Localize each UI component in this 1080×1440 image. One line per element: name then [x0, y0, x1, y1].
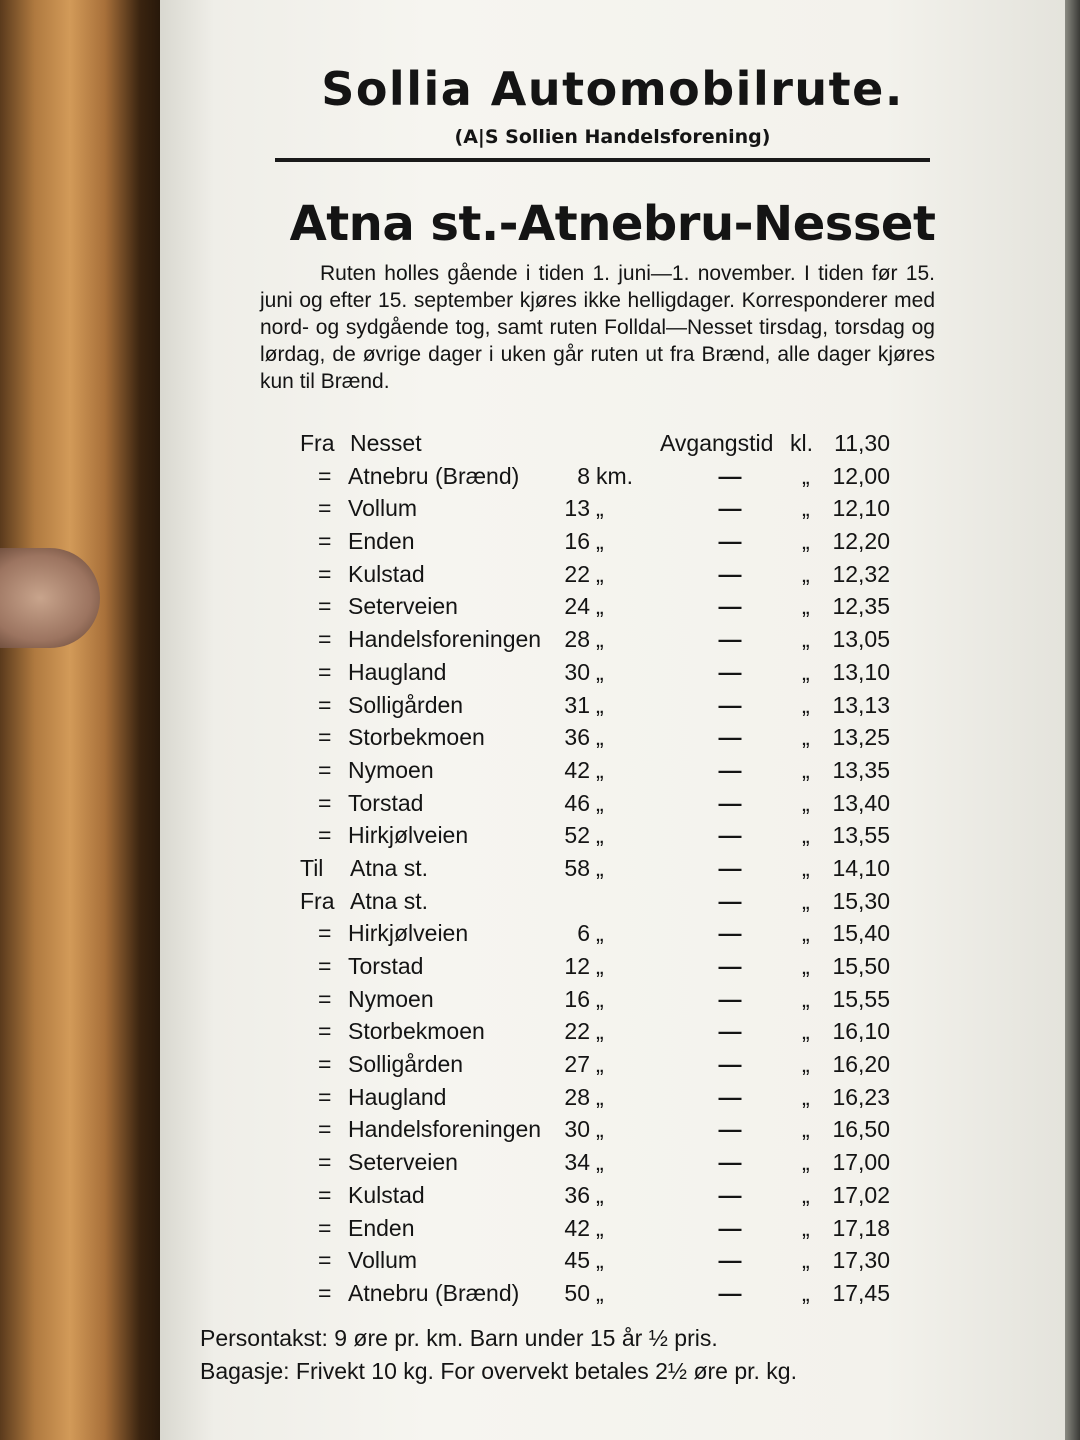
divider-rule — [275, 158, 930, 162]
ditto-mark: „ — [802, 920, 810, 947]
timetable-header-row — [300, 430, 920, 463]
stop-name: Handelsforeningen — [348, 1116, 542, 1143]
baggage-fare: Bagasje: Frivekt 10 kg. For overvekt betales 2½ øre pr. kg. — [200, 1358, 797, 1384]
distance-unit: „ — [596, 1051, 604, 1078]
departure-time: 17,18 — [832, 1214, 890, 1241]
ditto-mark: = — [318, 1083, 332, 1110]
arrival-row — [300, 855, 920, 888]
departure-time: 16,50 — [832, 1116, 890, 1143]
timetable-row — [300, 692, 920, 725]
dash: — — [718, 1279, 742, 1306]
distance-unit: „ — [596, 953, 604, 979]
distance: 28 — [564, 1083, 590, 1110]
departure-time: 16,23 — [832, 1083, 890, 1110]
departure-time: 11,30 — [834, 430, 890, 456]
ditto-mark: „ — [802, 1214, 810, 1241]
distance-unit: „ — [596, 920, 604, 947]
timetable-row — [300, 1084, 920, 1117]
timetable-row — [300, 1116, 920, 1149]
dash: — — [718, 528, 742, 555]
ditto-mark: = — [318, 822, 332, 849]
ditto-mark: „ — [802, 724, 810, 751]
distance-unit: „ — [596, 495, 604, 522]
ditto-mark: „ — [802, 822, 810, 849]
stop-name: Seterveien — [348, 1149, 458, 1176]
departure-time: 16,20 — [832, 1051, 890, 1078]
timetable-row — [300, 757, 920, 790]
ditto-mark: = — [318, 985, 332, 1012]
timetable-row — [300, 626, 920, 659]
timetable-row — [300, 593, 920, 626]
ditto-mark: = — [318, 691, 332, 718]
distance: 24 — [564, 593, 590, 620]
distance: 58 — [564, 854, 590, 881]
stop-name: Enden — [348, 1214, 415, 1241]
stop-name: Torstad — [348, 789, 424, 816]
distance: 30 — [564, 1116, 590, 1143]
stop-name: Haugland — [348, 658, 447, 685]
ditto-mark: = — [318, 658, 332, 685]
distance-unit: „ — [596, 1116, 604, 1143]
timetable-row — [300, 986, 920, 1019]
dash: — — [718, 789, 742, 816]
ditto-mark: „ — [802, 528, 810, 555]
ditto-mark: „ — [802, 1018, 810, 1045]
ditto-mark: „ — [802, 953, 810, 979]
stop-name: Haugland — [348, 1083, 447, 1110]
departure-time: 12,10 — [832, 495, 890, 522]
stop-name: Torstad — [348, 953, 424, 979]
distance-unit: „ — [596, 1214, 604, 1241]
stop-name: Solligården — [348, 1051, 464, 1078]
timetable-document — [160, 0, 1065, 1440]
distance-unit: „ — [596, 1149, 604, 1176]
ditto-mark: = — [318, 528, 332, 555]
distance-unit: „ — [596, 1247, 604, 1274]
ditto-mark: = — [318, 593, 332, 620]
dash: — — [718, 756, 742, 783]
route-description: Ruten holles gående i tiden 1. juni—1. november. I tiden før 15. juni og efter 15. september kjøres ikke helligdager. Korresponderer med nord- og sydgående tog, samt ruten Folldal—Nesset tirsdag, torsdag og lørdag, de øvrige dager i uken går ruten ut fra Brænd, alle dager kjøres kun til Brænd. — [260, 262, 935, 393]
timetable-row — [300, 495, 920, 528]
ditto-mark: „ — [802, 495, 810, 522]
distance-unit: „ — [596, 560, 604, 587]
departure-time: 17,00 — [832, 1149, 890, 1176]
dash: — — [718, 985, 742, 1012]
departure-time: 13,13 — [832, 691, 890, 718]
distance: 16 — [564, 985, 590, 1012]
dash: — — [718, 1018, 742, 1045]
dash: — — [718, 953, 742, 979]
distance: 50 — [564, 1279, 590, 1306]
distance: 36 — [564, 724, 590, 751]
ditto-mark: = — [318, 920, 332, 947]
ditto-mark: = — [318, 1051, 332, 1078]
return-start-row — [300, 888, 920, 921]
outbound-leg — [300, 463, 920, 855]
timetable-row — [300, 1280, 920, 1313]
distance: 45 — [564, 1247, 590, 1274]
passenger-fare: Persontakst: 9 øre pr. km. Barn under 15 år ½ pris. — [200, 1325, 718, 1351]
distance-unit: „ — [596, 528, 604, 555]
departure-time: 15,40 — [832, 920, 890, 947]
ditto-mark: = — [318, 626, 332, 653]
departure-time: 13,25 — [832, 724, 890, 751]
distance-unit: „ — [596, 1181, 604, 1208]
departure-time: 15,30 — [832, 887, 890, 914]
ditto-mark: „ — [802, 887, 810, 914]
dash: — — [718, 658, 742, 685]
timetable-row — [300, 1182, 920, 1215]
wooden-frame — [0, 0, 175, 1440]
stop-name: Storbekmoen — [348, 724, 485, 751]
stop-name: Atnebru (Brænd) — [348, 462, 520, 489]
ditto-mark: „ — [802, 1116, 810, 1143]
distance-unit: „ — [596, 724, 604, 751]
distance: 13 — [564, 495, 590, 522]
timetable-row — [300, 790, 920, 823]
dash: — — [718, 1051, 742, 1078]
ditto-mark: „ — [802, 854, 810, 881]
ditto-mark: „ — [802, 658, 810, 685]
dash: — — [718, 462, 742, 489]
dash: — — [718, 1181, 742, 1208]
departure-time: 12,35 — [832, 593, 890, 620]
direction-label: Fra — [300, 887, 335, 914]
timetable-row — [300, 822, 920, 855]
dash: — — [718, 887, 742, 914]
departure-time: 17,02 — [832, 1181, 890, 1208]
distance-unit: „ — [596, 1018, 604, 1045]
ditto-mark: = — [318, 953, 332, 979]
dash: — — [718, 822, 742, 849]
departure-time: 14,10 — [832, 854, 890, 881]
timetable-row — [300, 1051, 920, 1084]
distance: 27 — [564, 1051, 590, 1078]
dash: — — [718, 626, 742, 653]
ditto-mark: „ — [802, 1279, 810, 1306]
ditto-mark: = — [318, 1116, 332, 1143]
timetable-row — [300, 561, 920, 594]
thumb — [0, 548, 100, 648]
dash: — — [718, 593, 742, 620]
ditto-mark: „ — [802, 1247, 810, 1274]
stop-name: Enden — [348, 528, 415, 555]
stop-name: Nesset — [350, 430, 422, 456]
company-owner: (A|S Sollien Handelsforening) — [454, 126, 771, 148]
ditto-mark: „ — [802, 1149, 810, 1176]
dash: — — [718, 920, 742, 947]
stop-name: Solligården — [348, 691, 464, 718]
timetable-row — [300, 463, 920, 496]
stop-name: Kulstad — [348, 560, 425, 587]
distance-unit: „ — [596, 756, 604, 783]
distance: 6 — [577, 920, 590, 947]
ditto-mark: = — [318, 1214, 332, 1241]
distance: 30 — [564, 658, 590, 685]
stop-name: Nymoen — [348, 756, 434, 783]
stop-name: Kulstad — [348, 1181, 425, 1208]
departure-time: 13,55 — [832, 822, 890, 849]
stop-name: Atna st. — [350, 887, 428, 914]
timetable-row — [300, 1149, 920, 1182]
timetable-row — [300, 528, 920, 561]
dash: — — [718, 854, 742, 881]
stop-name: Hirkjølveien — [348, 920, 469, 947]
departure-time: 12,32 — [832, 560, 890, 587]
ditto-mark: = — [318, 756, 332, 783]
departure-label: Avgangstid — [660, 430, 774, 456]
dash: — — [718, 1214, 742, 1241]
distance-unit: km. — [596, 462, 634, 489]
timetable-row — [300, 659, 920, 692]
dash: — — [718, 1149, 742, 1176]
ditto-mark: „ — [802, 462, 810, 489]
ditto-mark: „ — [802, 626, 810, 653]
kl-label: kl. — [790, 430, 813, 456]
ditto-mark: = — [318, 724, 332, 751]
ditto-mark: „ — [802, 1051, 810, 1078]
distance-unit: „ — [596, 593, 604, 620]
distance: 31 — [564, 691, 590, 718]
ditto-mark: „ — [802, 789, 810, 816]
dash: — — [718, 1116, 742, 1143]
stop-name: Vollum — [348, 1247, 418, 1274]
ditto-mark: „ — [802, 593, 810, 620]
direction-label: Fra — [300, 430, 335, 456]
distance: 52 — [564, 822, 590, 849]
ditto-mark: „ — [802, 691, 810, 718]
stop-name: Hirkjølveien — [348, 822, 469, 849]
departure-time: 13,05 — [832, 626, 890, 653]
distance: 8 — [577, 462, 590, 489]
distance: 22 — [564, 560, 590, 587]
ditto-mark: = — [318, 462, 332, 489]
distance: 34 — [564, 1149, 590, 1176]
timetable-row — [300, 1247, 920, 1280]
route-title: Atna st.-Atnebru-Nesset — [289, 196, 936, 252]
timetable-row — [300, 953, 920, 986]
departure-time: 13,35 — [832, 756, 890, 783]
departure-time: 17,30 — [832, 1247, 890, 1274]
distance-unit: „ — [596, 691, 604, 718]
company-title: Sollia Automobilrute. — [321, 62, 904, 116]
direction-label: Til — [300, 854, 324, 881]
departure-time: 13,10 — [832, 658, 890, 685]
distance-unit: „ — [596, 822, 604, 849]
ditto-mark: „ — [802, 756, 810, 783]
ditto-mark: = — [318, 560, 332, 587]
timetable-row — [300, 1018, 920, 1051]
ditto-mark: = — [318, 789, 332, 816]
stop-name: Seterveien — [348, 593, 458, 620]
ditto-mark: „ — [802, 1181, 810, 1208]
distance: 28 — [564, 626, 590, 653]
distance-unit: „ — [596, 985, 604, 1012]
departure-time: 12,20 — [832, 528, 890, 555]
timetable — [300, 430, 920, 1313]
departure-time: 16,10 — [832, 1018, 890, 1045]
ditto-mark: = — [318, 1018, 332, 1045]
ditto-mark: = — [318, 495, 332, 522]
distance-unit: „ — [596, 658, 604, 685]
departure-time: 17,45 — [832, 1279, 890, 1306]
distance-unit: „ — [596, 626, 604, 653]
departure-time: 12,00 — [832, 462, 890, 489]
departure-time: 13,40 — [832, 789, 890, 816]
stop-name: Nymoen — [348, 985, 434, 1012]
stop-name: Vollum — [348, 495, 418, 522]
stop-name: Atnebru (Brænd) — [348, 1279, 520, 1306]
return-leg — [300, 920, 920, 1312]
dash: — — [718, 560, 742, 587]
dash: — — [718, 724, 742, 751]
stop-name: Handelsforeningen — [348, 626, 542, 653]
distance: 42 — [564, 1214, 590, 1241]
dash: — — [718, 1083, 742, 1110]
distance: 22 — [564, 1018, 590, 1045]
timetable-row — [300, 1215, 920, 1248]
dash: — — [718, 495, 742, 522]
fare-info — [200, 1322, 960, 1388]
distance: 16 — [564, 528, 590, 555]
distance: 12 — [564, 953, 590, 979]
dash: — — [718, 1247, 742, 1274]
dash: — — [718, 691, 742, 718]
distance-unit: „ — [596, 789, 604, 816]
ditto-mark: = — [318, 1279, 332, 1306]
ditto-mark: = — [318, 1149, 332, 1176]
timetable-row — [300, 920, 920, 953]
timetable-row — [300, 724, 920, 757]
ditto-mark: = — [318, 1247, 332, 1274]
distance-unit: „ — [596, 854, 604, 881]
departure-time: 15,50 — [832, 953, 890, 979]
distance-unit: „ — [596, 1083, 604, 1110]
distance: 46 — [564, 789, 590, 816]
distance-unit: „ — [596, 1279, 604, 1306]
stop-name: Storbekmoen — [348, 1018, 485, 1045]
stop-name: Atna st. — [350, 854, 428, 881]
ditto-mark: „ — [802, 1083, 810, 1110]
departure-time: 15,55 — [832, 985, 890, 1012]
distance: 42 — [564, 756, 590, 783]
ditto-mark: „ — [802, 560, 810, 587]
distance: 36 — [564, 1181, 590, 1208]
ditto-mark: „ — [802, 985, 810, 1012]
ditto-mark: = — [318, 1181, 332, 1208]
